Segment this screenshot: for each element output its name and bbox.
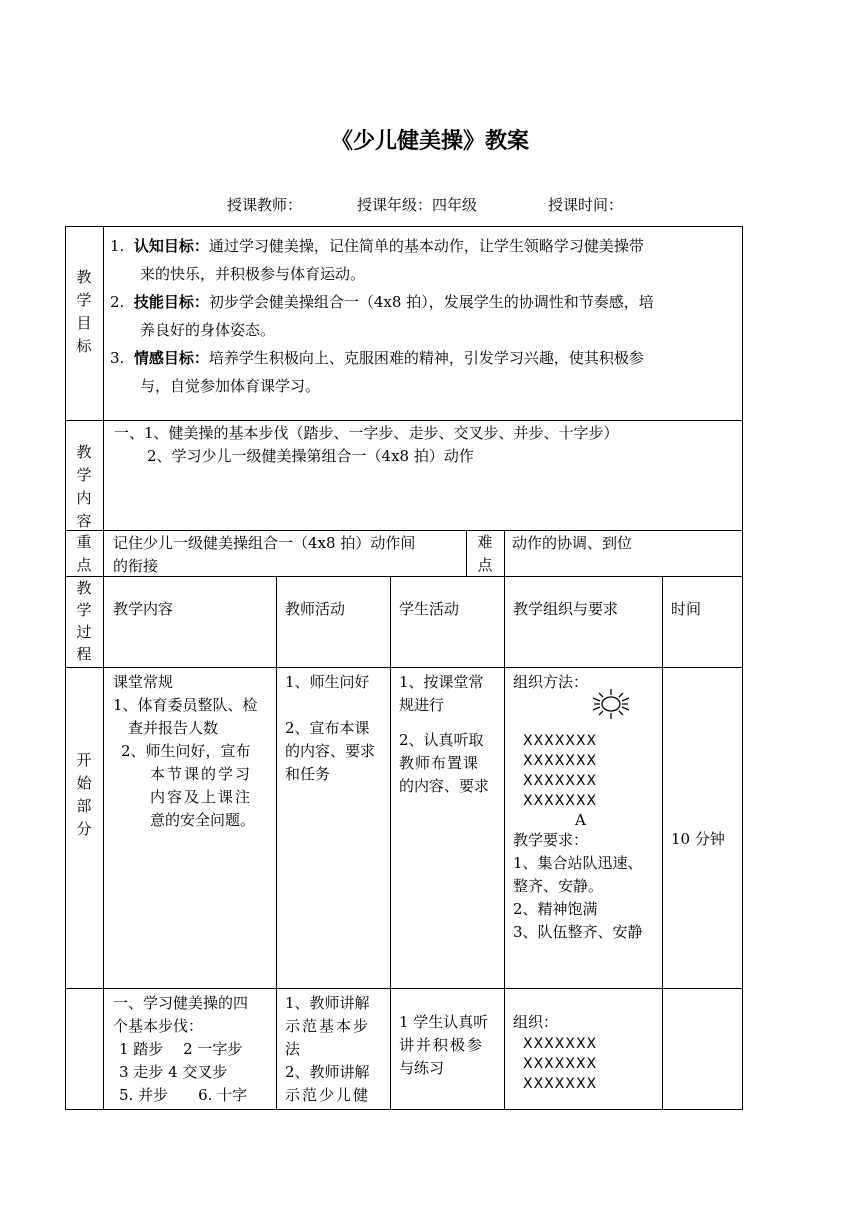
focus-text: 记住少儿一级健美操组合一（4x8 拍）动作间 的衔接	[113, 534, 416, 575]
objective-item: 3. 情感目标：培养学生积极向上、克服困难的精神，引发学习兴趣，使其积极参 与，自觉参加体育课学习。	[110, 349, 644, 395]
start-organization: 组织方法： XXXXXXX XXXXXXX XXXXXXX XXXXXXX A 教学要求： 1、集合站队迅速、 整齐、安静。 2、精神饱满 3、队伍整齐、安静	[513, 671, 661, 944]
formation-row: XXXXXXX	[523, 1076, 598, 1092]
formation-row: XXXXXXX	[523, 793, 598, 809]
basic-organization: 组织： XXXXXXX XXXXXXX XXXXXXX	[513, 1011, 661, 1094]
meta-grade: 授课年级：四年级	[357, 196, 478, 214]
start-content: 课堂常规 1、体育委员整队、检 查并报告人数 2、师生问好，宣布 本节课的学习 内容及上课注 意的安全问题。	[113, 673, 258, 829]
basic-content: 一、学习健美操的四 个基本步伐： 1 踏步 2 一字步 3 走步 4 交叉步 5. 并步 6. 十字	[113, 994, 249, 1104]
teacher-position-mark: A	[575, 811, 586, 829]
meta-time: 授课时间：	[548, 196, 624, 214]
header-teacher: 教师活动	[285, 600, 346, 618]
start-time: 10 分钟	[671, 830, 725, 848]
start-student: 1、按课堂常 规进行 2、认真听取 教师布置课 的内容、要求	[399, 673, 490, 795]
formation-row: XXXXXXX	[523, 733, 598, 749]
document-title: 《少儿健美操》教案	[330, 129, 529, 154]
focus-label: 重 点	[76, 533, 92, 574]
formation-row: XXXXXXX	[523, 1036, 598, 1052]
content-text: 一、1、健美操的基本步伐（踏步、一字步、走步、交叉步、并步、十字步） 2、学习少儿一级健美操第组合一（4x8 拍）动作	[114, 424, 619, 465]
header-time: 时间	[671, 600, 702, 618]
formation-row: XXXXXXX	[523, 773, 598, 789]
sun-icon	[591, 687, 631, 721]
header-organization: 教学组织与要求	[513, 600, 619, 618]
objectives-list	[110, 232, 738, 400]
meta-teacher: 授课教师：	[227, 196, 303, 214]
objectives-label: 教 学 目 标	[76, 268, 92, 355]
basic-teacher: 1、教师讲解 示范基本步 法 2、教师讲解 示范少儿健	[285, 994, 371, 1104]
process-label: 教 学 过 程	[76, 579, 92, 663]
start-teacher: 1、师生问好 2、宣布本课 的内容、要求 和任务	[285, 673, 376, 783]
objective-item: 1. 认知目标：通过学习健美操，记住简单的基本动作，让学生领略学习健美操带 来的快乐，并积极参与体育运动。	[110, 237, 644, 283]
basic-student: 1 学生认真听 讲并积极参 与练习	[399, 1013, 489, 1077]
start-section-label: 开 始 部 分	[76, 751, 92, 838]
formation-row: XXXXXXX	[523, 1056, 598, 1072]
header-content: 教学内容	[113, 600, 174, 618]
header-student: 学生活动	[399, 600, 460, 618]
difficulty-label: 难 点	[477, 533, 493, 574]
difficulty-text: 动作的协调、到位	[512, 534, 633, 552]
objective-item: 2. 技能目标：初步学会健美操组合一（4x8 拍），发展学生的协调性和节奏感，培 养良好的身体姿态。	[110, 293, 654, 339]
content-label: 教 学 内 容	[76, 443, 92, 530]
formation-row: XXXXXXX	[523, 753, 598, 769]
